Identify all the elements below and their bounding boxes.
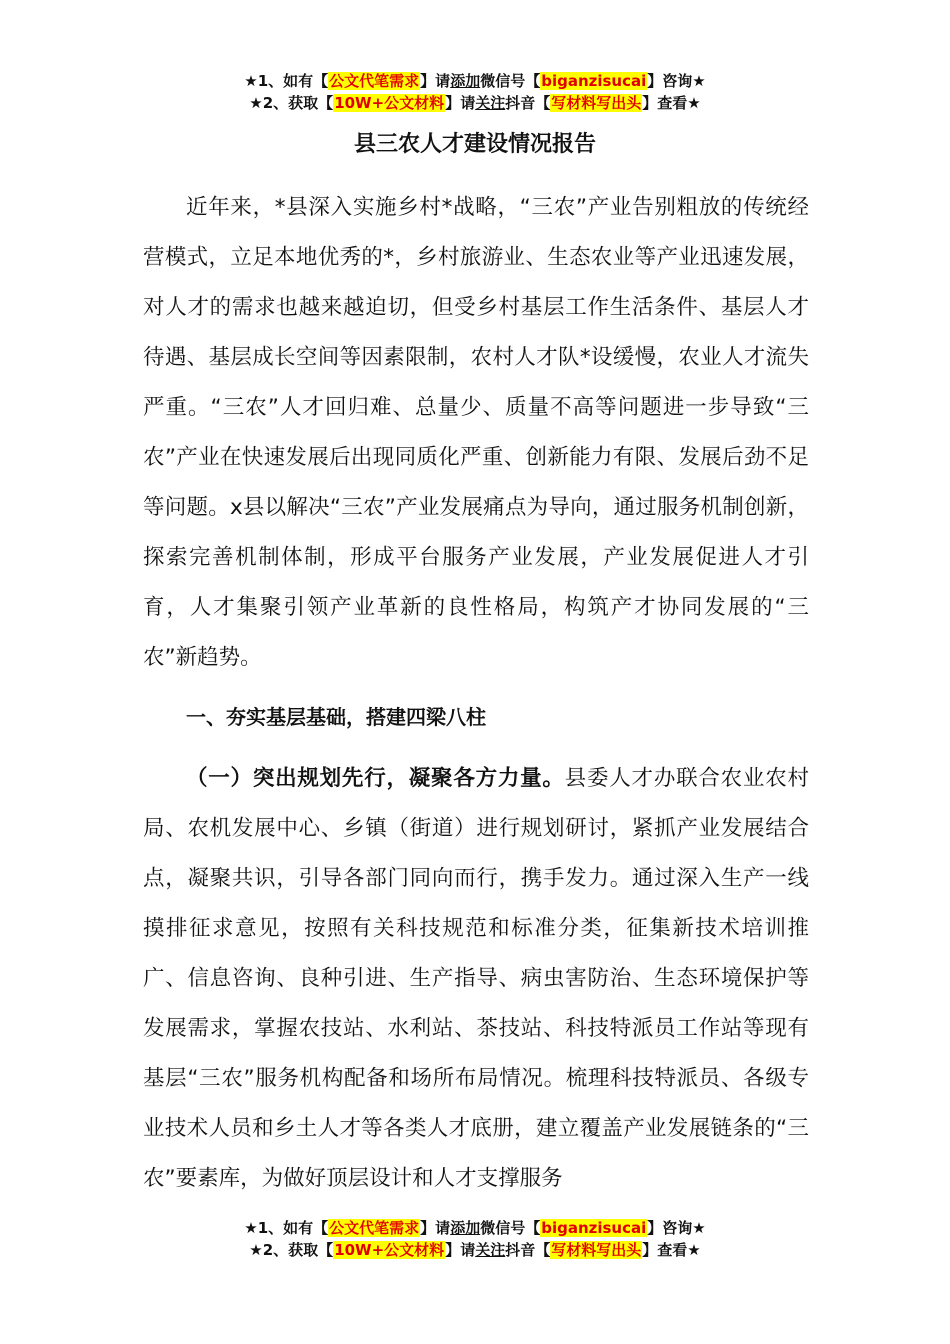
header-banner [0, 70, 950, 114]
banner-line-1: ★1、如有【公文代笔需求】请添加微信号【biganzisucai】咨询★ [244, 1219, 706, 1237]
body-paragraph-1: 近年来，*县深入实施乡村*战略，“三农”产业告别粗放的传统经营模式，立足本地优秀的*，乡村旅游业、生态农业等产业迅速发展，对人才的需求也越来越迫切，但受乡村基层工作生活条件、基层人才待遇、基层成长空间等因素限制，农村人才队*设缓慢，农业人才流失严重。“三农”人才回归难、总量少、质量不高等问题进一步导致“三农”产业在快速发展后出现同质化严重、创新能力有限、发展后劲不足等问题。x县以解决“三农”产业发展痛点为导向，通过服务机制创新，探索完善机制体制，形成平台服务产业发展，产业发展促进人才引育，人才集聚引领产业革新的良性格局，构筑产才协同发展的“三农”新趋势。 [143, 195, 809, 670]
banner-highlight: 写材料写出头 [551, 94, 642, 112]
banner-highlight: 公文代笔需求 [329, 72, 420, 90]
banner-highlight: 10W+公文材料 [334, 1241, 445, 1259]
paragraph-lead: （一）突出规划先行，凝聚各方力量。 [186, 766, 565, 791]
banner-highlight: 公文代笔需求 [329, 1219, 420, 1237]
body-paragraph-2: （一）突出规划先行，凝聚各方力量。县委人才办联合农业农村局、农机发展中心、乡镇（街道）进行规划研讨，紧抓产业发展结合点，凝聚共识，引导各部门同向而行，携手发力。通过深入生产一线摸排征求意见，按照有关科技规范和标准分类，征集新技术培训推广、信息咨询、良种引进、生产指导、病虫害防治、生态环境保护等发展需求，掌握农技站、水利站、茶技站、科技特派员工作站等现有基层“三农”服务机构配备和场所布局情况。梳理科技特派员、各级专业技术人员和乡土人才等各类人才底册，建立覆盖产业发展链条的“三农”要素库，为做好顶层设计和人才支撑服务 [143, 766, 809, 1191]
banner-highlight: 10W+公文材料 [334, 94, 445, 112]
footer-banner [0, 1217, 950, 1261]
banner-line-2: ★2、获取【10W+公文材料】请关注抖音【写材料写出头】查看★ [249, 1241, 701, 1259]
banner-highlight: 写材料写出头 [551, 1241, 642, 1259]
section-heading-1: 一、夯实基层基础，搭建四梁八柱 [186, 705, 486, 729]
banner-line-1: ★1、如有【公文代笔需求】请添加微信号【biganzisucai】咨询★ [244, 72, 706, 90]
banner-highlight: biganzisucai [541, 72, 647, 90]
banner-highlight: biganzisucai [541, 1219, 647, 1237]
document-title: 县三农人才建设情况报告 [353, 132, 596, 157]
banner-line-2: ★2、获取【10W+公文材料】请关注抖音【写材料写出头】查看★ [249, 94, 701, 112]
